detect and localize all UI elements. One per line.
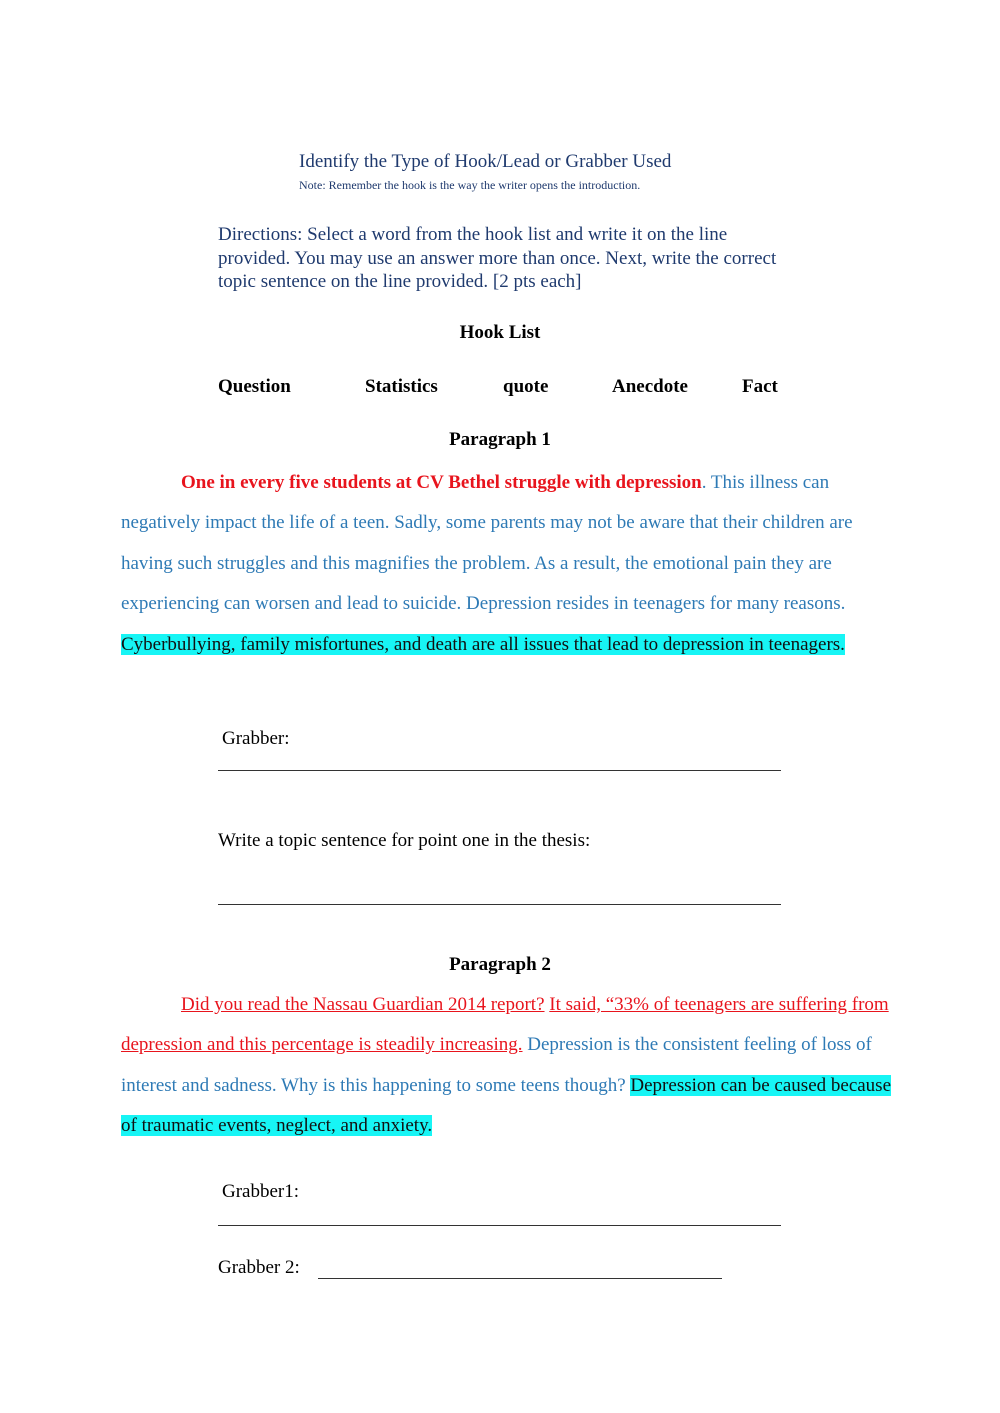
paragraph2-text bbox=[121, 985, 896, 1147]
worksheet-title: Identify the Type of Hook/Lead or Grabber Used bbox=[299, 151, 672, 172]
worksheet-note: Note: Remember the hook is the way the writer opens the introduction. bbox=[299, 178, 641, 192]
hook-option-question: Question bbox=[218, 376, 291, 397]
grabber1-label: Grabber1: bbox=[222, 1181, 300, 1202]
paragraph2-heading: Paragraph 2 bbox=[449, 954, 551, 975]
paragraph1-topic-sentence: Cyberbullying, family misfortunes, and death are all issues that lead to depression in teenagers. bbox=[121, 633, 845, 655]
hook-option-statistics: Statistics bbox=[365, 376, 438, 397]
grabber2-label: Grabber 2: bbox=[218, 1257, 300, 1278]
paragraph2-topic-sentence: Depression can be caused because of traumatic events, neglect, and anxiety. bbox=[121, 1074, 892, 1137]
hook-option-fact: Fact bbox=[742, 376, 778, 397]
hook-option-quote: quote bbox=[503, 376, 549, 397]
grabber-label: Grabber: bbox=[222, 728, 290, 749]
grabber1-answer-line[interactable] bbox=[218, 1225, 781, 1226]
paragraph2-hook-question: Did you read the Nassau Guardian 2014 report? bbox=[181, 994, 545, 1015]
paragraph1-body: This illness can negatively impact the life of a teen. Sadly, some parents may not be aware that their children are having such struggles and this magnifies the problem. As a result, the emotional pain they are experiencing can worsen and lead to suicide. Depression resides in teenagers for many reasons. bbox=[121, 472, 853, 615]
grabber-answer-line[interactable] bbox=[218, 770, 781, 771]
paragraph1-hook: One in every five students at CV Bethel struggle with depression bbox=[181, 472, 702, 493]
paragraph1-text bbox=[121, 463, 896, 665]
topic-sentence-answer-line[interactable] bbox=[218, 904, 781, 905]
paragraph1-heading: Paragraph 1 bbox=[449, 429, 551, 450]
hook-option-anecdote: Anecdote bbox=[612, 376, 688, 397]
hook-list-heading: Hook List bbox=[459, 322, 541, 343]
directions-text: Directions: Select a word from the hook list and write it on the line provided. You may use an answer more than once. Next, write the correct topic sentence on the line provided. [2 pts each] bbox=[218, 224, 777, 292]
paragraph2-body: Depression is the consistent feeling of loss of interest and sadness. Why is this happening to some teens though? bbox=[121, 1034, 872, 1096]
paragraph1-hook-end: . bbox=[701, 472, 707, 493]
topic-sentence-prompt: Write a topic sentence for point one in the thesis: bbox=[218, 830, 591, 851]
grabber2-answer-line[interactable] bbox=[318, 1278, 722, 1279]
paragraph2-hook-statistic: It said, “33% of teenagers are suffering from depression and this percentage is steadily increasing. bbox=[121, 994, 889, 1056]
